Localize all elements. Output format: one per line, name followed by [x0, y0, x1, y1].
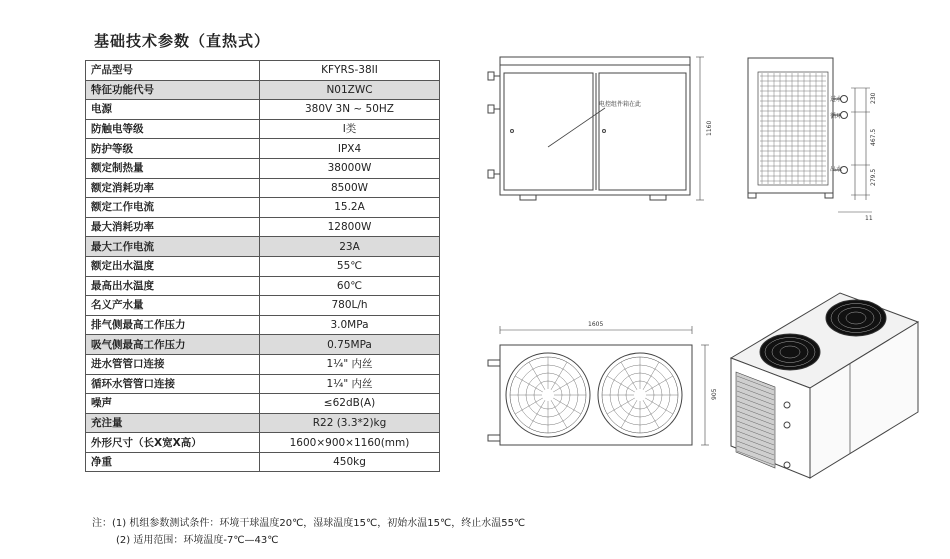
spec-value: 1¼" 内丝 — [260, 374, 440, 394]
spec-value: KFYRS-38II — [260, 61, 440, 81]
side-view-grille — [760, 73, 826, 184]
dim-length: 1605 — [588, 321, 604, 328]
spec-value: 0.75MPa — [260, 335, 440, 355]
spec-value: 15.2A — [260, 198, 440, 218]
label-water-cycle: 循环 — [830, 113, 843, 120]
spec-value: 380V 3N ~ 50HZ — [260, 100, 440, 120]
dim-side-4: 11 — [865, 215, 873, 222]
spec-value: Ⅰ类 — [260, 119, 440, 139]
front-view-drawing — [488, 57, 704, 200]
label-water-in: 进水 — [830, 96, 843, 103]
label-water-out: 出水 — [830, 166, 843, 173]
note-operating-range: (2) 适用范围：环境温度-7℃—43℃ — [116, 535, 279, 546]
page-title: 基础技术参数（直热式） — [94, 32, 271, 50]
spec-value: ≤62dB(A) — [260, 394, 440, 414]
spec-value: R22 (3.3*2)kg — [260, 413, 440, 433]
dim-height: 1160 — [706, 120, 713, 136]
spec-label: 最大消耗功率 — [86, 217, 260, 237]
spec-value: 23A — [260, 237, 440, 257]
spec-value: 780L/h — [260, 296, 440, 316]
spec-label: 防触电等级 — [86, 119, 260, 139]
spec-label: 外形尺寸（长X宽X高） — [86, 433, 260, 453]
dim-width: 905 — [711, 388, 718, 400]
spec-value: 8500W — [260, 178, 440, 198]
spec-label: 充注量 — [86, 413, 260, 433]
spec-label: 电源 — [86, 100, 260, 120]
spec-value: 12800W — [260, 217, 440, 237]
spec-label: 额定出水温度 — [86, 256, 260, 276]
spec-value: 3.0MPa — [260, 315, 440, 335]
isometric-fan-left — [760, 334, 820, 370]
spec-label: 循环水管管口连接 — [86, 374, 260, 394]
isometric-fan-right — [826, 300, 886, 336]
spec-label: 噪声 — [86, 394, 260, 414]
spec-label: 进水管管口连接 — [86, 354, 260, 374]
spec-label: 名义产水量 — [86, 296, 260, 316]
spec-label: 额定制热量 — [86, 158, 260, 178]
dim-side-1: 230 — [870, 92, 877, 104]
spec-value: 1¼" 内丝 — [260, 354, 440, 374]
isometric-view-drawing — [731, 293, 918, 478]
spec-value: 60℃ — [260, 276, 440, 296]
callout-electric-box: 电控组件箱在此 — [599, 101, 642, 108]
spec-label: 特征功能代号 — [86, 80, 260, 100]
spec-value: 1600×900×1160(mm) — [260, 433, 440, 453]
spec-label: 最大工作电流 — [86, 237, 260, 257]
spec-label: 额定工作电流 — [86, 198, 260, 218]
spec-label: 净重 — [86, 452, 260, 472]
spec-label: 最高出水温度 — [86, 276, 260, 296]
spec-label: 排气侧最高工作压力 — [86, 315, 260, 335]
spec-label: 额定消耗功率 — [86, 178, 260, 198]
spec-value: 450kg — [260, 452, 440, 472]
spec-value: IPX4 — [260, 139, 440, 159]
spec-label: 吸气侧最高工作压力 — [86, 335, 260, 355]
top-view-fan-grilles — [510, 357, 678, 433]
spec-value: N01ZWC — [260, 80, 440, 100]
dim-side-2: 467.5 — [870, 128, 877, 146]
top-view-drawing — [488, 326, 709, 445]
note-test-conditions: 注：(1) 机组参数测试条件：环境干球温度20℃，湿球温度15℃，初始水温15℃，终止水温55℃ — [92, 518, 526, 529]
spec-value: 38000W — [260, 158, 440, 178]
dim-side-3: 279.5 — [870, 168, 877, 186]
spec-value: 55℃ — [260, 256, 440, 276]
spec-label: 产品型号 — [86, 61, 260, 81]
spec-label: 防护等级 — [86, 139, 260, 159]
